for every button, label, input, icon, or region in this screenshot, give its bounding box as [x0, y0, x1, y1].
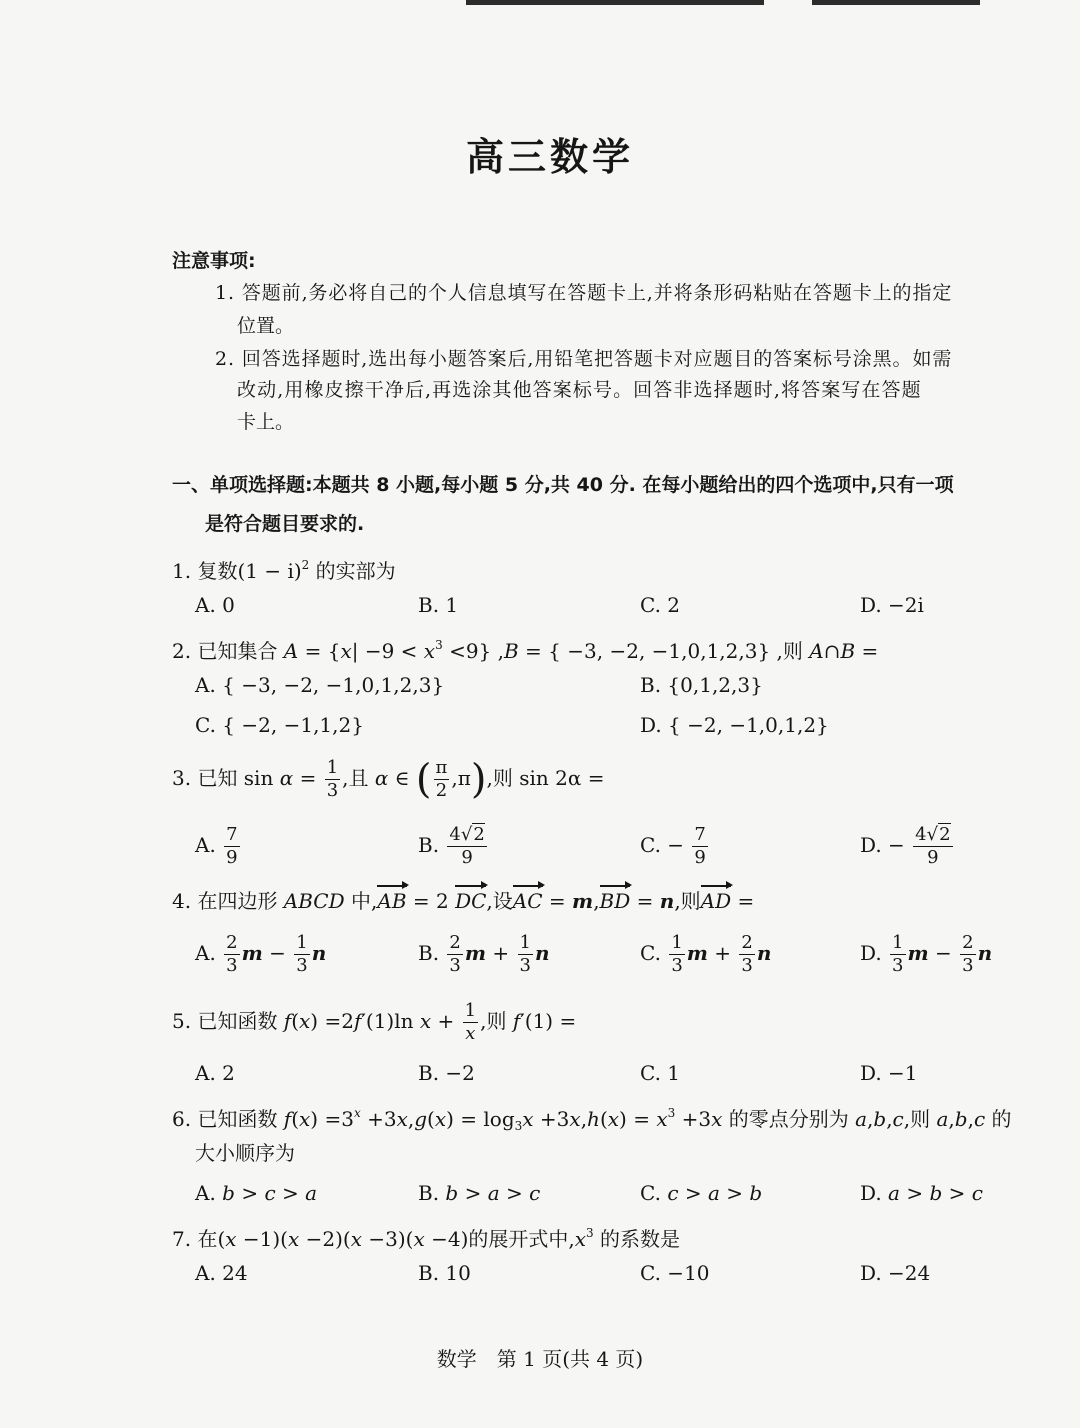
q7-option-d[interactable]: D. −24 [860, 1261, 931, 1285]
section-heading: 一、单项选择题:本题共 8 小题,每小题 5 分,共 40 分. 在每小题给出的四个选项中,只有一项 [172, 474, 954, 496]
q5-option-a[interactable]: A. 2 [195, 1061, 235, 1085]
question-1: 1. 复数$(1 - i)^2$ 的实部为 [172, 558, 396, 583]
page-footer: 数学 第 1 页(共 4 页) [436, 1347, 644, 1371]
q3-option-b[interactable]: B. $\frac{4√2}{9}$ [418, 824, 485, 868]
page-title: 高三数学 [465, 135, 634, 179]
q4-option-d[interactable]: D. $\frac{1}{3}$ m − $\frac{2}{3}$ n [860, 932, 993, 976]
question-6: 6. 已知函数 $f(x) =3^x +3x,g(x) = \log_3x +3x,h(x) = x^3 +3x$ 的零点分别为 a,b,c,则 a,b,c 的 [172, 1106, 1012, 1133]
q1-option-c[interactable]: C. 2 [640, 593, 681, 617]
q1-option-b[interactable]: B. 1 [418, 593, 459, 617]
q4-option-c[interactable]: C. $\frac{1}{3}$ m + $\frac{2}{3}$ n [640, 932, 772, 976]
q1-option-a[interactable]: A. 0 [195, 593, 235, 617]
question-2: 2. 已知集合 $A = \{x| -9 < x^3 <9\}$ ,B = { −3, −2, −1,0,1,2,3} ,则 A∩B = [172, 638, 879, 663]
notice-heading: 注意事项: [172, 250, 256, 272]
q3-option-a[interactable]: A. $\frac{7}{9}$ [195, 824, 238, 868]
q5-option-b[interactable]: B. −2 [418, 1061, 475, 1085]
q7-option-a[interactable]: A. 24 [195, 1261, 248, 1285]
q6-option-c[interactable]: C. c > a > b [640, 1181, 763, 1205]
q1-option-d[interactable]: D. −2i [860, 593, 924, 617]
question-3: 3. 已知 sin α = $\frac{1}{3}$ ,且 α ∈ ( $\frac{\pi}{2}$ ,π),则 sin 2α = [172, 756, 605, 803]
q3-option-c[interactable]: C. − $\frac{7}{9}$ [640, 824, 706, 868]
q4-option-b[interactable]: B. $\frac{2}{3}$ m + $\frac{1}{3}$ n [418, 932, 550, 976]
q5-option-c[interactable]: C. 1 [640, 1061, 681, 1085]
q2-option-c[interactable]: C. { −2, −1,1,2} [195, 713, 364, 737]
notice-item-1-cont: 位置。 [237, 315, 295, 337]
q3-option-d[interactable]: D. − $\frac{4√2}{9}$ [860, 824, 951, 868]
question-6-cont: 大小顺序为 [195, 1141, 295, 1165]
q6-option-a[interactable]: A. b > c > a [195, 1181, 318, 1205]
scan-edge-left [466, 0, 764, 5]
q6-option-d[interactable]: D. a > b > c [860, 1181, 983, 1205]
q7-option-c[interactable]: C. −10 [640, 1261, 710, 1285]
q6-option-b[interactable]: B. b > a > c [418, 1181, 541, 1205]
q2-option-b[interactable]: B. {0,1,2,3} [640, 673, 763, 697]
scan-edge-right [812, 0, 980, 5]
question-5: 5. 已知函数 f(x) =2f′(1)ln x + $\frac{1}{x}$ ,则 f′(1) = [172, 1000, 577, 1044]
q5-option-d[interactable]: D. −1 [860, 1061, 918, 1085]
question-4: 4. 在四边形 ABCD 中,AB = 2 DC,设AC = m,BD = n,则AD = [172, 889, 755, 913]
question-7: 7. 在(x −1)(x −2)(x −3)(x −4)的展开式中$,x^3$ 的系数是 [172, 1226, 681, 1251]
notice-item-1: 1. 答题前,务必将自己的个人信息填写在答题卡上,并将条形码粘贴在答题卡上的指定 [215, 282, 953, 304]
q2-option-d[interactable]: D. { −2, −1,0,1,2} [640, 713, 829, 737]
notice-item-2: 2. 回答选择题时,选出每小题答案后,用铅笔把答题卡对应题目的答案标号涂黑。如需 [215, 348, 953, 370]
q7-option-b[interactable]: B. 10 [418, 1261, 471, 1285]
q4-option-a[interactable]: A. $\frac{2}{3}$ m − $\frac{1}{3}$ n [195, 932, 327, 976]
section-heading-cont: 是符合题目要求的. [205, 513, 365, 535]
q2-option-a[interactable]: A. { −3, −2, −1,0,1,2,3} [195, 673, 445, 697]
notice-item-2-cont: 改动,用橡皮擦干净后,再选涂其他答案标号。回答非选择题时,将答案写在答题 [237, 379, 922, 401]
notice-item-2-cont2: 卡上。 [237, 411, 295, 433]
